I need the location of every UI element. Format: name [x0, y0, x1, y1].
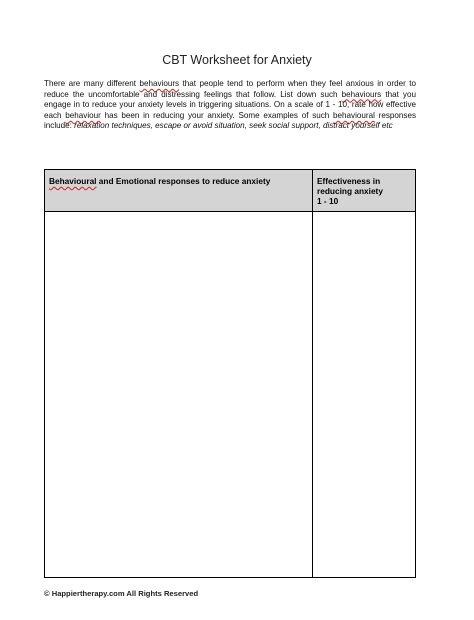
table-body-row	[45, 212, 415, 577]
page-title: CBT Worksheet for Anxiety	[162, 53, 312, 67]
header-col2-line2: reducing anxiety	[317, 186, 383, 196]
header-col2-line1: Effectiveness in	[317, 176, 381, 186]
intro-text-5: responses include:	[44, 110, 416, 131]
header-misspelled-behavioural: Behavioural	[49, 176, 97, 186]
misspelled-word-behaviours-2: behaviours	[341, 89, 382, 99]
header-behavioural-responses	[49, 176, 307, 186]
misspelled-word-behaviours: behaviours	[139, 79, 180, 88]
misspelled-word-behaviour: behaviour	[65, 110, 101, 120]
header-effectiveness	[317, 176, 411, 206]
misspelled-word-behavioural: behavioural	[333, 110, 375, 120]
copyright-footer: © Happiertherapy.com All Rights Reserved	[44, 589, 199, 598]
effectiveness-rating-cell[interactable]	[313, 212, 415, 577]
intro-text-2: that people tend to perform when they feel anxious in order to reduce the uncomfortable and distressing feelings that follow. List down such	[44, 79, 416, 99]
intro-text-1: There are many different	[44, 79, 140, 88]
header-col2-line3: 1 - 10	[317, 196, 339, 206]
behaviour-response-cell[interactable]	[45, 212, 312, 577]
worksheet-table	[44, 169, 416, 578]
instructions-paragraph	[44, 79, 416, 132]
intro-text-3: that you engage in to reduce your anxiety levels in triggering situations. On a scale of 1 - 10, rate how effective each	[44, 89, 416, 120]
intro-examples: relaxation techniques, escape or avoid situation, seek social support, distract yourself etc	[74, 121, 393, 131]
column-divider	[312, 170, 313, 577]
header-col1-rest: and Emotional responses to reduce anxiety	[96, 176, 271, 186]
intro-text-4: has been in reducing your anxiety. Some examples of such	[100, 110, 334, 120]
table-header-row	[45, 170, 415, 212]
